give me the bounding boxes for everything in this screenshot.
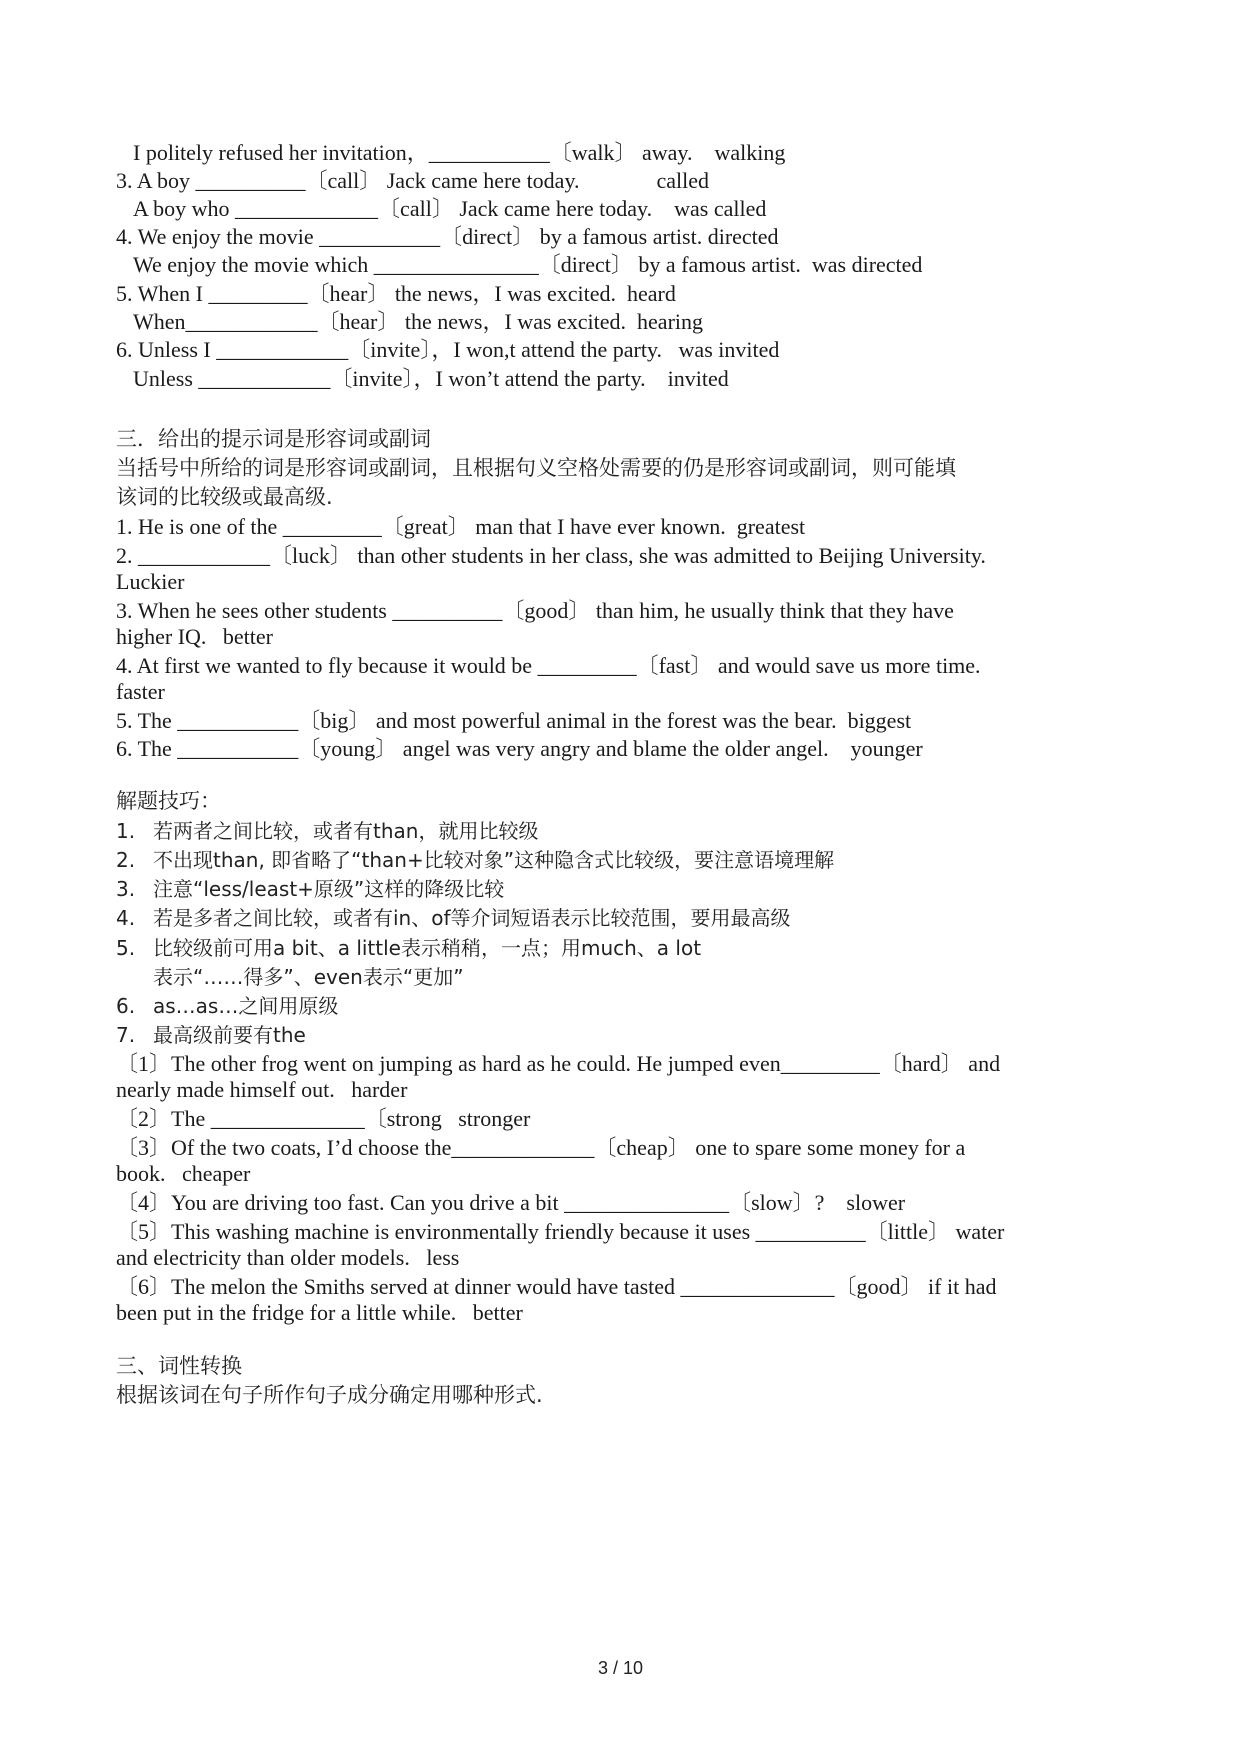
section-intro: 当括号中所给的词是形容词或副词，且根据句义空格处需要的仍是形容词或副词，则可能填 [116, 456, 956, 480]
question-line: 6. The ___________〔young〕 angel was very angry and blame the older angel. younger [116, 736, 923, 761]
question-line: faster [116, 679, 165, 704]
tip-number: 3. [116, 877, 136, 901]
exercise-line: 〔3〕Of the two coats, I’d choose the_____________〔cheap〕 one to spare some money for a [116, 1135, 966, 1160]
exercise-line: and electricity than older models. less [116, 1245, 460, 1270]
question-line: 2. ____________〔luck〕 than other students in her class, she was admitted to Beijing University. [116, 543, 986, 568]
sentence-line: We enjoy the movie which _______________〔direct〕 by a famous artist. was directed [133, 252, 923, 277]
tip-number: 6. [116, 994, 136, 1018]
section-intro: 该词的比较级或最高级. [116, 485, 333, 509]
exercise-line: book. cheaper [116, 1161, 251, 1186]
question-line: 1. He is one of the _________〔great〕 man that I have ever known. greatest [116, 514, 806, 539]
exercise-line: 〔2〕The ______________〔strong stronger [116, 1106, 531, 1131]
sentence-line: Unless ____________〔invite〕，I won’t attend the party. invited [133, 366, 729, 391]
tip-text: 若两者之间比较，或者有than，就用比较级 [153, 819, 539, 843]
tip-number: 4. [116, 906, 136, 930]
exercise-line: 〔1〕The other frog went on jumping as hard as he could. He jumped even_________〔hard〕 and [116, 1051, 1001, 1076]
exercise-line: 〔6〕The melon the Smiths served at dinner would have tasted ______________〔good〕 if it had [116, 1274, 997, 1299]
sentence-line: When____________〔hear〕 the news，I was excited. hearing [133, 309, 704, 334]
tip-text: as…as…之间用原级 [153, 994, 339, 1018]
tip-text: 表示“……得多”、even表示“更加” [153, 965, 464, 989]
exercise-line: 〔5〕This washing machine is environmentally friendly because it uses __________〔little〕 water [116, 1219, 1005, 1244]
section-heading: 三、词性转换 [116, 1354, 242, 1378]
sentence-line: A boy who _____________〔call〕 Jack came here today. was called [133, 196, 767, 221]
question-line: 5. The ___________〔big〕 and most powerful animal in the forest was the bear. biggest [116, 708, 912, 733]
exercise-line: 〔4〕You are driving too fast. Can you drive a bit _______________〔slow〕? slower [116, 1190, 906, 1215]
section-heading: 三．给出的提示词是形容词或副词 [116, 427, 431, 451]
tip-text: 注意“less/least+原级”这样的降级比较 [153, 877, 505, 901]
exercise-line: been put in the fridge for a little while. better [116, 1300, 523, 1325]
tip-text: 比较级前可用a bit、a little表示稍稍，一点；用much、a lot [153, 936, 702, 960]
tip-number: 5. [116, 936, 136, 960]
sentence-line: 5. When I _________〔hear〕 the news，I was excited. heard [116, 281, 676, 306]
question-line: higher IQ. better [116, 624, 273, 649]
tip-number: 1. [116, 819, 136, 843]
exercise-line: nearly made himself out. harder [116, 1077, 408, 1102]
page-number: 3 / 10 [597, 1658, 644, 1678]
tip-text: 若是多者之间比较，或者有in、of等介词短语表示比较范围，要用最高级 [153, 906, 791, 930]
tips-heading: 解题技巧： [116, 789, 221, 813]
question-line: 3. When he sees other students __________〔good〕 than him, he usually think that they have [116, 598, 954, 623]
sentence-line: I politely refused her invitation，___________〔walk〕 away. walking [133, 140, 786, 165]
sentence-line: 6. Unless I ____________〔invite〕，I won,t attend the party. was invited [116, 337, 780, 362]
question-line: Luckier [116, 569, 185, 594]
sentence-line: 4. We enjoy the movie ___________〔direct〕 by a famous artist. directed [116, 224, 779, 249]
tip-text: 最高级前要有the [153, 1023, 306, 1047]
section-intro: 根据该词在句子所作句子成分确定用哪种形式. [116, 1383, 543, 1407]
tip-number: 2. [116, 848, 136, 872]
sentence-line: 3. A boy __________〔call〕 Jack came here today. called [116, 168, 710, 193]
tip-number: 7. [116, 1023, 136, 1047]
tip-text: 不出现than, 即省略了“than+比较对象”这种隐含式比较级，要注意语境理解 [153, 848, 835, 872]
question-line: 4. At first we wanted to fly because it would be _________〔fast〕 and would save us more time. [116, 653, 981, 678]
